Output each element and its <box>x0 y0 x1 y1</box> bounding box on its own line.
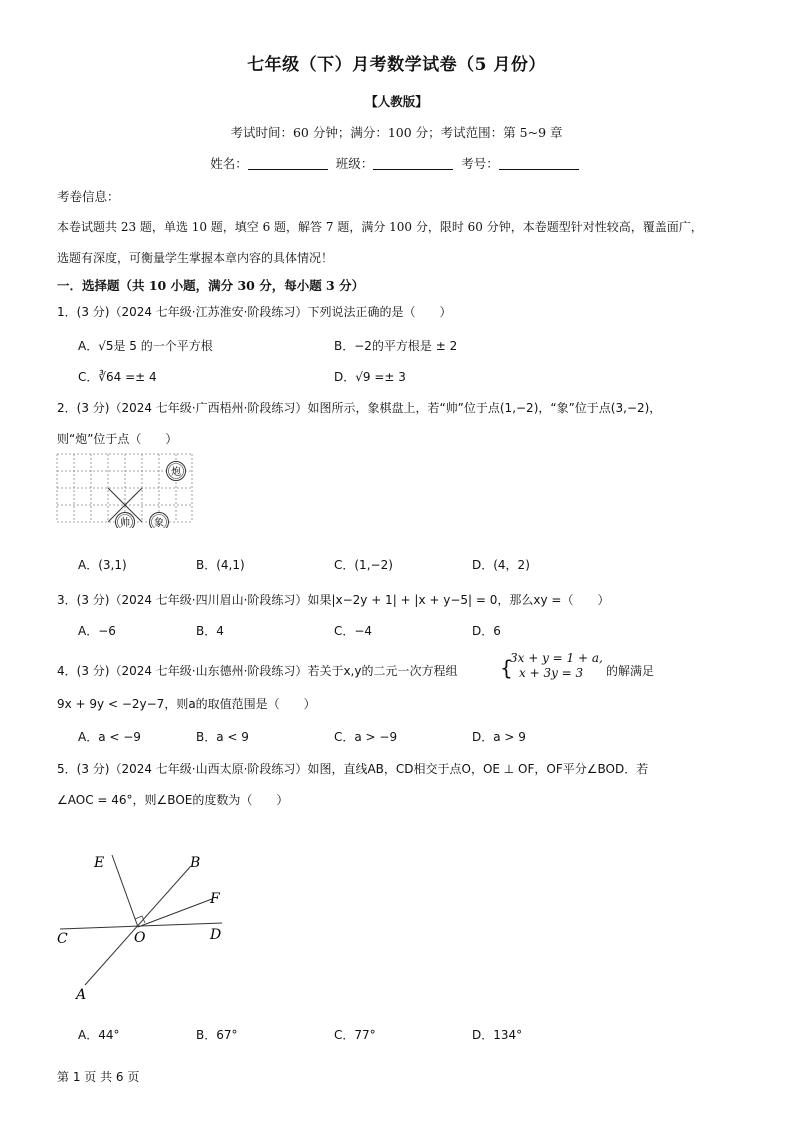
label-f: F <box>210 891 220 907</box>
q2-option-a[interactable]: A．(3,1) <box>78 558 127 572</box>
label-b: B <box>190 855 201 871</box>
q1-option-c[interactable]: C．∛64 =± 4 <box>78 370 157 384</box>
q5-option-a[interactable]: A．44° <box>78 1028 120 1042</box>
q3-option-a[interactable]: A．−6 <box>78 624 116 638</box>
q3-meta: (3 分)（2024 七年级·四川眉山·阶段练习） <box>76 593 308 607</box>
id-blank[interactable] <box>499 155 579 170</box>
name-blank[interactable] <box>248 155 328 170</box>
system-brace: { <box>500 656 513 680</box>
class-blank[interactable] <box>373 155 453 170</box>
q2-option-d[interactable]: D．(4，2) <box>472 558 530 572</box>
class-label: 班级： <box>335 156 374 171</box>
student-fields <box>0 154 793 172</box>
svg-text:帅: 帅 <box>120 518 130 528</box>
exam-info: 考试时间：60 分钟；满分：100 分；考试范围：第 5~9 章 <box>230 125 563 140</box>
intro-heading: 考卷信息： <box>57 189 120 204</box>
label-a: A <box>76 987 87 1003</box>
section-heading: 一．选择题（共 10 小题，满分 30 分，每小题 3 分） <box>57 278 365 293</box>
q3-option-b[interactable]: B．4 <box>196 624 224 638</box>
intro-line-2: 选题有深度，可衡量学生掌握本章内容的具体情况！ <box>57 251 334 265</box>
name-label: 姓名： <box>210 156 248 171</box>
system-eq-1: 3x + y = 1 + a, <box>510 651 603 665</box>
q3-stem: 如果|x−2y + 1| + |x + y−5| = 0，那么xy =（ ） <box>307 593 610 607</box>
q2-meta: (3 分)（2024 七年级·广西梧州·阶段练习） <box>76 401 308 415</box>
q2-number: 2． <box>57 401 77 415</box>
piece-shuai <box>116 513 135 529</box>
q3-option-d[interactable]: D．6 <box>472 624 501 638</box>
q5-option-b[interactable]: B．67° <box>196 1028 238 1042</box>
q4-option-c[interactable]: C．a > −9 <box>334 730 398 744</box>
q1-option-b[interactable]: B．−2的平方根是 ± 2 <box>334 339 458 353</box>
q2-option-b[interactable]: B．(4,1) <box>196 558 245 572</box>
q2-stem: 如图所示，象棋盘上，若“帅”位于点(1,−2)，“象”位于点(3,−2)， <box>307 401 662 415</box>
q4-stem: 若关于x,y的二元一次方程组 <box>307 664 458 678</box>
q4-stem-2: 9x + 9y < −2y−7，则a的取值范围是（ ） <box>57 697 316 711</box>
q5-stem-2: ∠AOC = 46°，则∠BOE的度数为（ ） <box>57 793 289 807</box>
question-1 <box>57 303 451 320</box>
page-title: 七年级（下）月考数学试卷（5 月份） <box>247 55 546 75</box>
q5-option-d[interactable]: D．134° <box>472 1028 523 1042</box>
piece-pao <box>167 462 186 481</box>
edition-label: 【人教版】 <box>365 94 428 109</box>
ray-oe <box>112 855 138 927</box>
q5-meta: (3 分)（2024 七年级·山西太原·阶段练习） <box>76 762 308 776</box>
q1-option-d[interactable]: D．√9 =± 3 <box>334 370 406 384</box>
label-c: C <box>57 931 68 947</box>
question-3 <box>57 591 609 608</box>
svg-text:炮: 炮 <box>171 467 181 478</box>
q5-number: 5． <box>57 762 77 776</box>
page-footer: 第 1 页 共 6 页 <box>57 1070 140 1084</box>
chessboard-figure <box>55 452 197 528</box>
q4-stem-after: 的解满足 <box>606 664 655 678</box>
label-e: E <box>94 855 105 871</box>
q1-stem: 下列说法正确的是（ ） <box>307 305 452 319</box>
question-4 <box>57 662 457 679</box>
question-2 <box>57 399 661 416</box>
label-o: O <box>134 930 146 946</box>
q1-option-a[interactable]: A．√5是 5 的一个平方根 <box>78 339 213 353</box>
id-label: 考号： <box>461 156 499 171</box>
q3-option-c[interactable]: C．−4 <box>334 624 373 638</box>
q5-option-c[interactable]: C．77° <box>334 1028 376 1042</box>
svg-text:象: 象 <box>154 518 164 528</box>
label-d: D <box>210 927 222 943</box>
q4-option-d[interactable]: D．a > 9 <box>472 730 526 744</box>
q4-meta: (3 分)（2024 七年级·山东德州·阶段练习） <box>76 664 308 678</box>
intro-line-1: 本卷试题共 23 题，单选 10 题，填空 6 题，解答 7 题，满分 100 分，限时 60 分钟，本卷题型针对性较高，覆盖面广， <box>57 220 703 234</box>
q4-option-b[interactable]: B．a < 9 <box>196 730 249 744</box>
q5-stem: 如图，直线AB，CD相交于点O，OE ⊥ OF，OF平分∠BOD．若 <box>307 762 649 776</box>
system-eq-2: x + 3y = 3 <box>519 666 584 680</box>
piece-xiang <box>150 513 169 529</box>
q4-option-a[interactable]: A．a < −9 <box>78 730 141 744</box>
q4-number: 4． <box>57 664 77 678</box>
question-5 <box>57 760 648 777</box>
q3-number: 3． <box>57 593 77 607</box>
q2-stem-2: 则“炮”位于点（ ） <box>57 432 178 446</box>
geometry-figure <box>50 845 240 1005</box>
q2-option-c[interactable]: C．(1,−2) <box>334 558 393 572</box>
q1-number: 1． <box>57 305 77 319</box>
q1-meta: (3 分)（2024 七年级·江苏淮安·阶段练习） <box>76 305 308 319</box>
